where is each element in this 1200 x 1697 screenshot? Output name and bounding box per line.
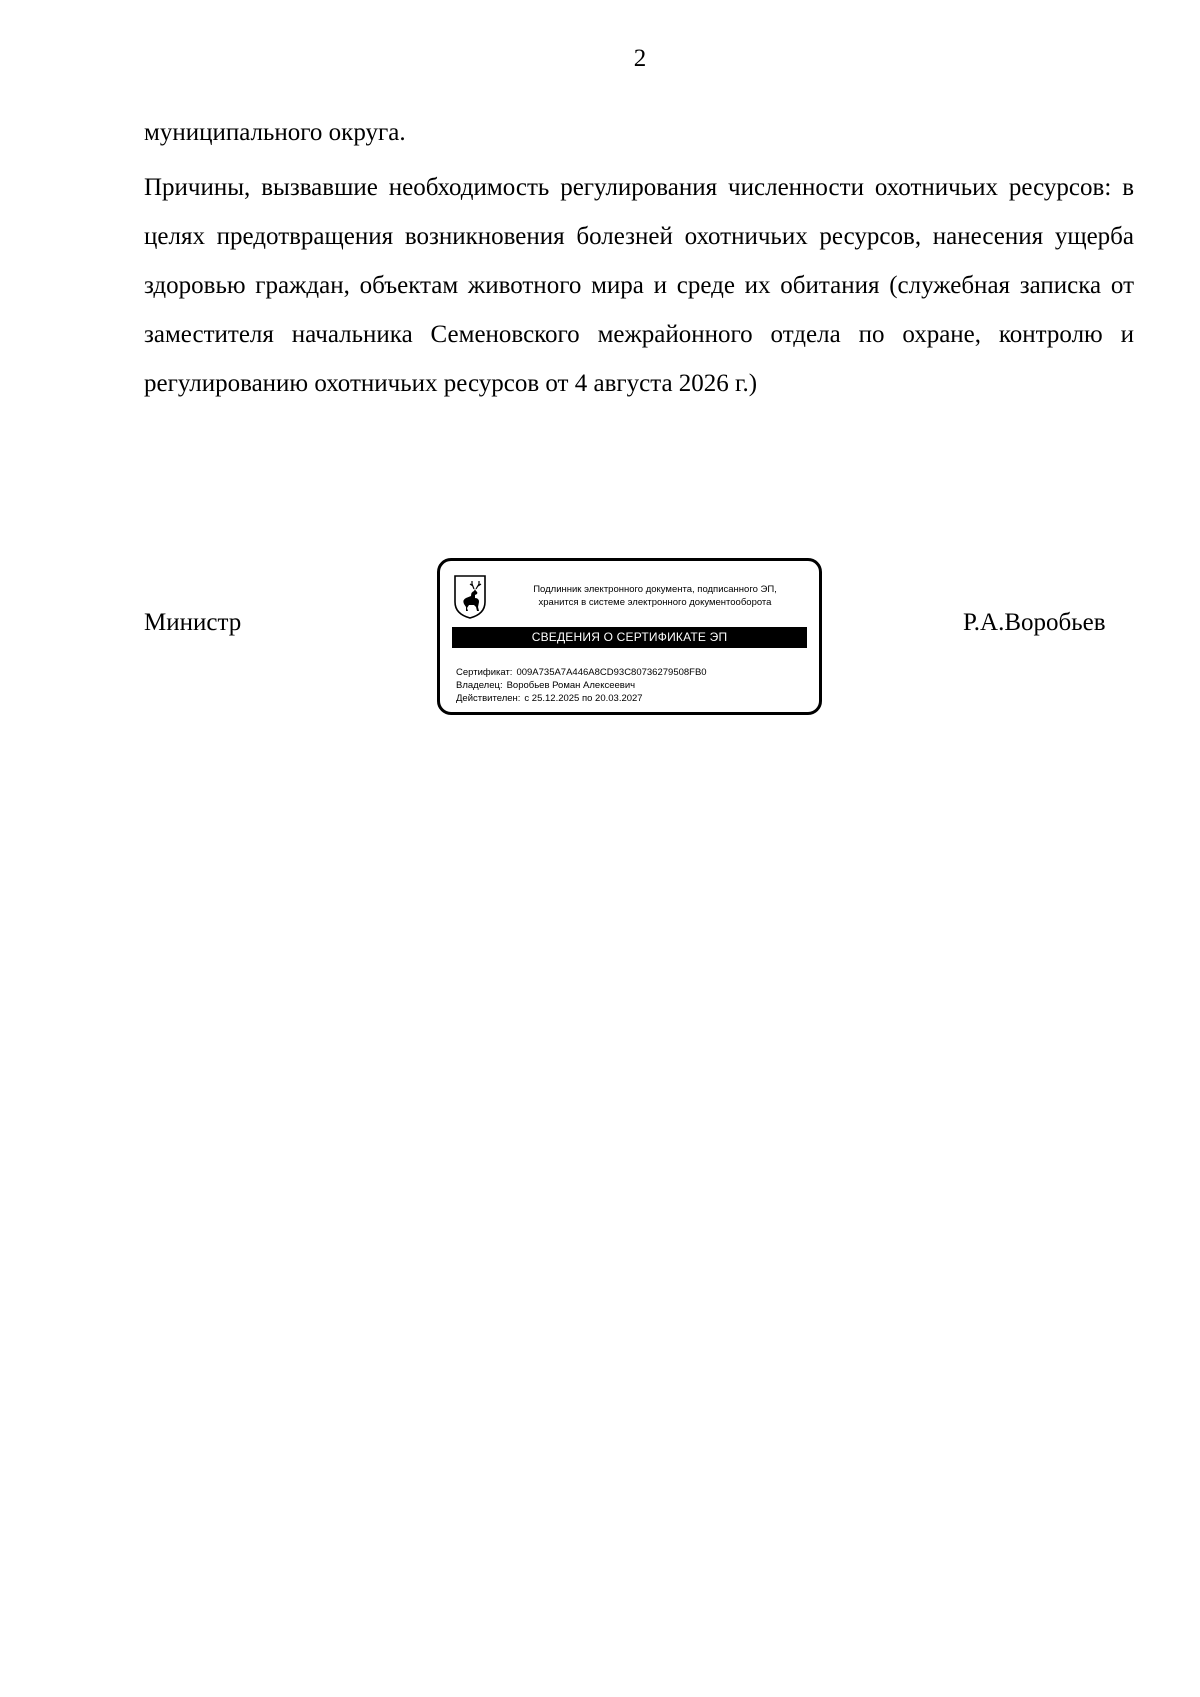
stamp-details: [456, 666, 707, 705]
certificate-label: Сертификат:: [456, 667, 513, 678]
certificate-row: [456, 666, 707, 679]
owner-label: Владелец:: [456, 680, 503, 691]
signer-title: Министр: [144, 609, 242, 636]
stamp-caption: [495, 583, 815, 609]
certificate-value: 009A735A7A446A8CD93C80736279508FB0: [516, 667, 707, 678]
stamp-header: СВЕДЕНИЯ О СЕРТИФИКАТЕ ЭП: [452, 627, 807, 648]
body-paragraph: Причины, вызвавшие необходимость регулирования численности охотничьих ресурсов: в целях предотвращения возникновения болезней охотничьих ресурсов, нанесения ущерба здоровью граждан, объектам животного мира и среде их обитания (служебная записка от заместителя начальника Семеновского межрайонного отдела по охране, контролю и регулированию охотничьих ресурсов от 4 августа 2026 г.): [144, 174, 1134, 397]
continuation-line: муниципального округа.: [144, 119, 406, 146]
owner-row: [456, 679, 707, 692]
validity-value: с 25.12.2025 по 20.03.2027: [524, 693, 643, 704]
validity-row: [456, 692, 707, 705]
owner-value: Воробьев Роман Алексеевич: [506, 680, 636, 691]
signer-name: Р.А.Воробьев: [963, 609, 1106, 636]
stamp-caption-line2: хранится в системе электронного документооборота: [538, 597, 772, 608]
e-signature-stamp: [437, 558, 822, 715]
validity-label: Действителен:: [456, 693, 521, 704]
page-number: 2: [633, 45, 647, 72]
stamp-caption-line1: Подлинник электронного документа, подписанного ЭП,: [533, 584, 777, 595]
deer-coat-of-arms-icon: [453, 574, 487, 620]
